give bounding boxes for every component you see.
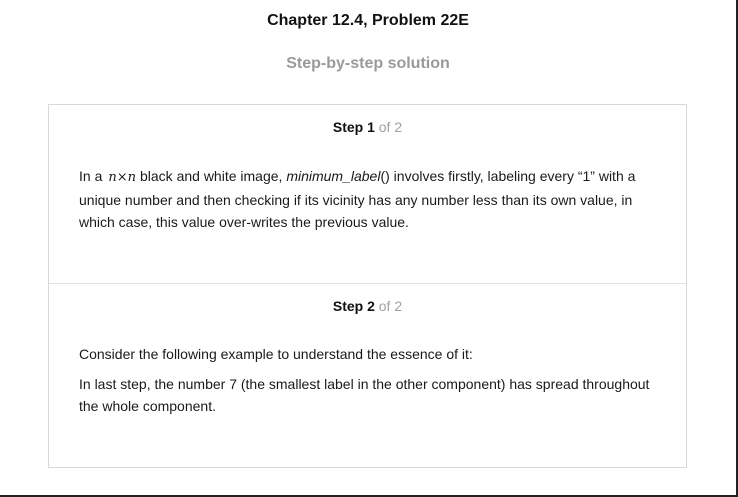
step-1-paragraph bbox=[79, 165, 656, 233]
solution-card bbox=[48, 104, 687, 468]
step-2-section bbox=[49, 284, 686, 468]
step-2-paragraph-2: In last step, the number 7 (the smallest label in the other component) has spread throughout the whole component. bbox=[79, 376, 650, 414]
step-1-count: of 2 bbox=[378, 119, 403, 135]
step-1-section bbox=[49, 105, 686, 284]
step-2-count: of 2 bbox=[378, 298, 403, 314]
step-2-paragraph-1: Consider the following example to understand the essence of it: bbox=[79, 346, 473, 362]
step-1-math-expression: n×n bbox=[108, 170, 136, 185]
page-title: Chapter 12.4, Problem 22E bbox=[267, 12, 469, 29]
step-1-body bbox=[79, 165, 656, 241]
step-1-header bbox=[49, 119, 686, 135]
step-1-text-rest: () involves firstly, labeling every “1” with a unique number and then checking if its vicinity has any number less than its own value, in which case, this value over-writes the previous value. bbox=[79, 168, 636, 230]
step-1-label: Step 1 bbox=[332, 119, 375, 135]
step-2-header bbox=[49, 298, 686, 314]
step-2-body bbox=[79, 343, 656, 425]
step-1-function-name: minimum_label bbox=[286, 168, 381, 184]
step-1-text-intro: In a bbox=[79, 168, 103, 184]
step-1-text-image: black and white image, bbox=[140, 168, 283, 184]
solution-subtitle: Step-by-step solution bbox=[286, 55, 450, 72]
step-2-label: Step 2 bbox=[332, 298, 375, 314]
